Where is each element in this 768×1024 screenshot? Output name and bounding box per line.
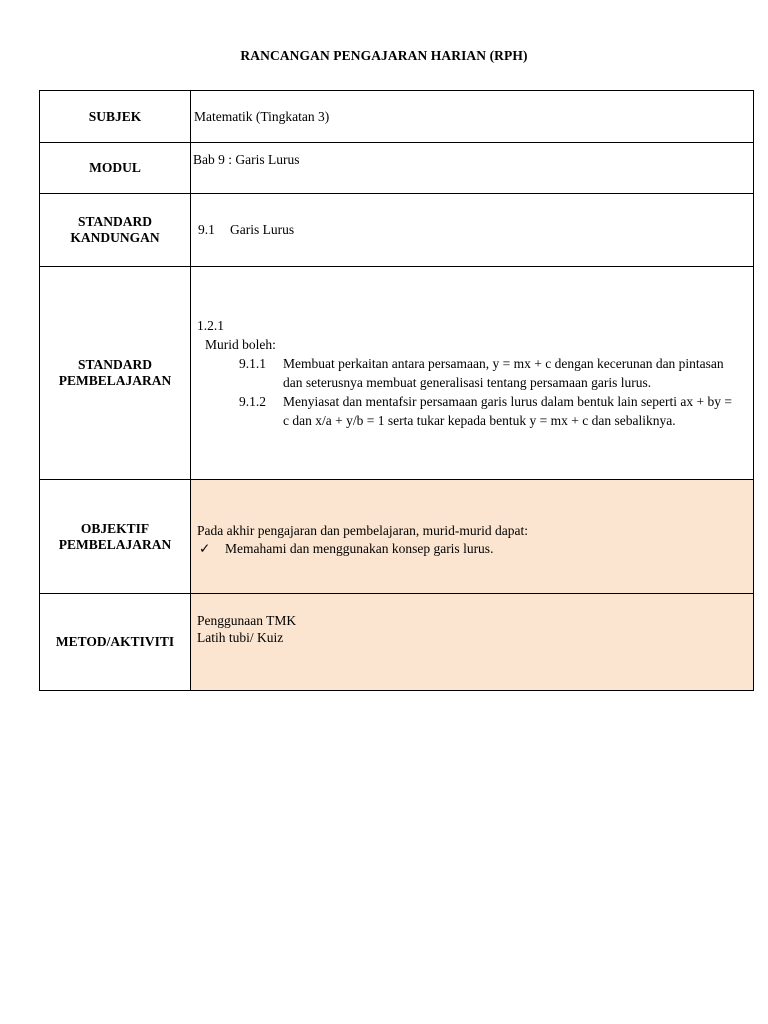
value-subjek [191,91,754,143]
label-standard-pembelajaran [40,267,191,480]
value-metod-aktiviti [191,594,754,691]
label-sp-line2: PEMBELAJARAN [58,373,172,388]
rph-table [39,90,754,691]
row-standard-kandungan [40,194,754,267]
sp-item-2-number: 9.1.2 [239,394,266,409]
checkmark-icon: ✓ [199,540,211,556]
op-intro: Pada akhir pengajaran dan pembelajaran, murid-murid dapat: [197,522,528,538]
row-subjek [40,91,754,143]
sp-block [197,316,753,430]
sk-text [191,222,753,238]
subjek-text: Matematik (Tingkatan 3) [194,108,330,124]
sk-value: Garis Lurus [230,222,295,237]
label-sk-line1: STANDARD [77,214,152,229]
label-op-line1: OBJEKTIF [80,520,150,536]
value-standard-kandungan [191,194,754,267]
sp-item-1-number: 9.1.1 [239,356,266,371]
modul-text: Bab 9 : Garis Lurus [193,152,300,167]
op-block [197,516,753,558]
label-objektif-pembelajaran [40,480,191,594]
sp-code: 1.2.1 [197,318,224,333]
sp-item-1 [197,354,753,392]
label-modul: MODUL [40,143,191,194]
sk-number: 9.1 [198,222,215,237]
row-standard-pembelajaran [40,267,754,480]
row-metod-aktiviti [40,594,754,691]
sp-item-1-text: Membuat perkaitan antara persamaan, y = mx + c dengan kecerunan dan pintasan dan seterusnya membuat generalisasi tentang persamaan garis lurus. [283,356,724,390]
label-op-line2: PEMBELAJARAN [58,536,172,552]
op-item-1-text: Memahami dan menggunakan konsep garis lurus. [225,540,494,556]
sp-item-2-text: Menyiasat dan mentafsir persamaan garis lurus dalam bentuk lain seperti ax + by = c dan x/a + y/b = 1 serta tukar kepada bentuk y = mx + c dan sebaliknya. [283,394,732,428]
row-objektif-pembelajaran [40,480,754,594]
value-modul [191,143,754,194]
value-standard-pembelajaran [191,267,754,480]
label-sk-line2: KANDUNGAN [70,230,160,245]
sp-intro: Murid boleh: [205,337,276,352]
document-title: RANCANGAN PENGAJARAN HARIAN (RPH) [240,48,528,63]
label-sp-line1: STANDARD [77,357,152,372]
ma-block [197,612,753,646]
sp-item-2 [197,392,753,430]
ma-line-2: Latih tubi/ Kuiz [197,630,284,645]
op-item-1 [197,540,753,558]
label-subjek: SUBJEK [40,91,191,143]
ma-line-1: Penggunaan TMK [197,613,297,628]
row-modul [40,143,754,194]
value-objektif-pembelajaran [191,480,754,594]
label-metod-aktiviti: METOD/AKTIVITI [40,594,191,691]
label-standard-kandungan [40,194,191,267]
